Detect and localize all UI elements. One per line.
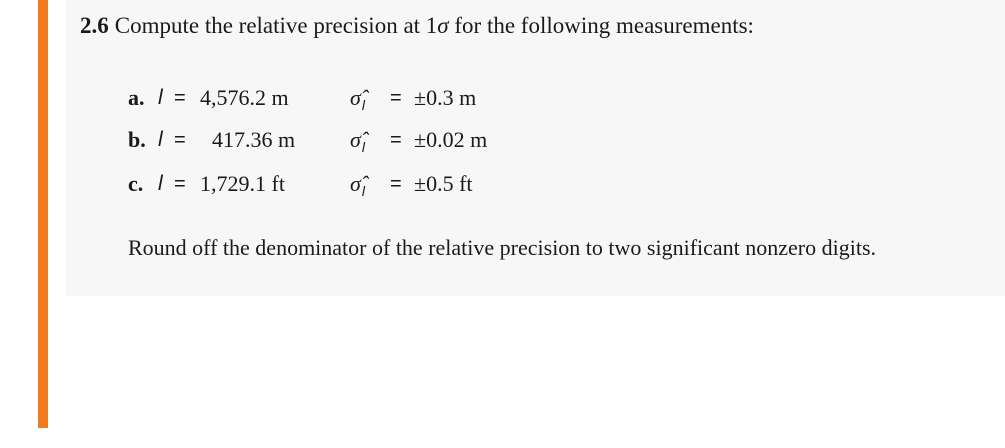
equals-sign: =: [174, 87, 186, 109]
equals-sign: =: [390, 129, 402, 151]
sigma-subscript: l: [361, 183, 365, 199]
sigma-hat-symbol: [350, 170, 365, 200]
equals-sign: =: [390, 173, 402, 195]
sigma-hat-symbol: [350, 126, 365, 156]
problem-number: 2.6: [80, 13, 109, 38]
length-symbol: l: [158, 86, 163, 109]
measurement-letter: b.: [128, 127, 146, 152]
sigma-hat-glyph: σ̂: [350, 171, 361, 196]
sigma-subscript: l: [361, 97, 365, 113]
problem-heading: [80, 10, 754, 42]
equals-sign: =: [174, 129, 186, 151]
equals-sign: =: [174, 173, 186, 195]
measurement-letter: a.: [128, 85, 145, 110]
length-symbol: l: [158, 172, 163, 195]
sigma-hat-symbol: [350, 84, 365, 114]
rounding-instruction: Round off the denominator of the relative precision to two significant nonzero digits.: [128, 235, 877, 260]
length-value: 417.36 m: [212, 127, 296, 152]
length-value: 1,729.1 ft: [200, 171, 285, 196]
length-symbol: l: [158, 128, 163, 151]
length-value: 4,576.2 m: [200, 85, 289, 110]
measurement-letter: c.: [128, 171, 144, 196]
orange-margin-bar: [38, 0, 48, 428]
std-dev-value: ±0.02 m: [414, 127, 488, 152]
sigma-hat-glyph: σ̂: [350, 127, 361, 152]
problem-title-text: Compute the relative precision at 1: [114, 13, 438, 38]
equals-sign: =: [390, 87, 402, 109]
sigma-hat-glyph: σ̂: [350, 85, 361, 110]
problem-title-suffix: for the following measurements:: [448, 13, 754, 38]
sigma-subscript: l: [361, 139, 365, 155]
std-dev-value: ±0.5 ft: [414, 171, 473, 196]
sigma-symbol: σ: [437, 13, 449, 38]
std-dev-value: ±0.3 m: [414, 85, 477, 110]
